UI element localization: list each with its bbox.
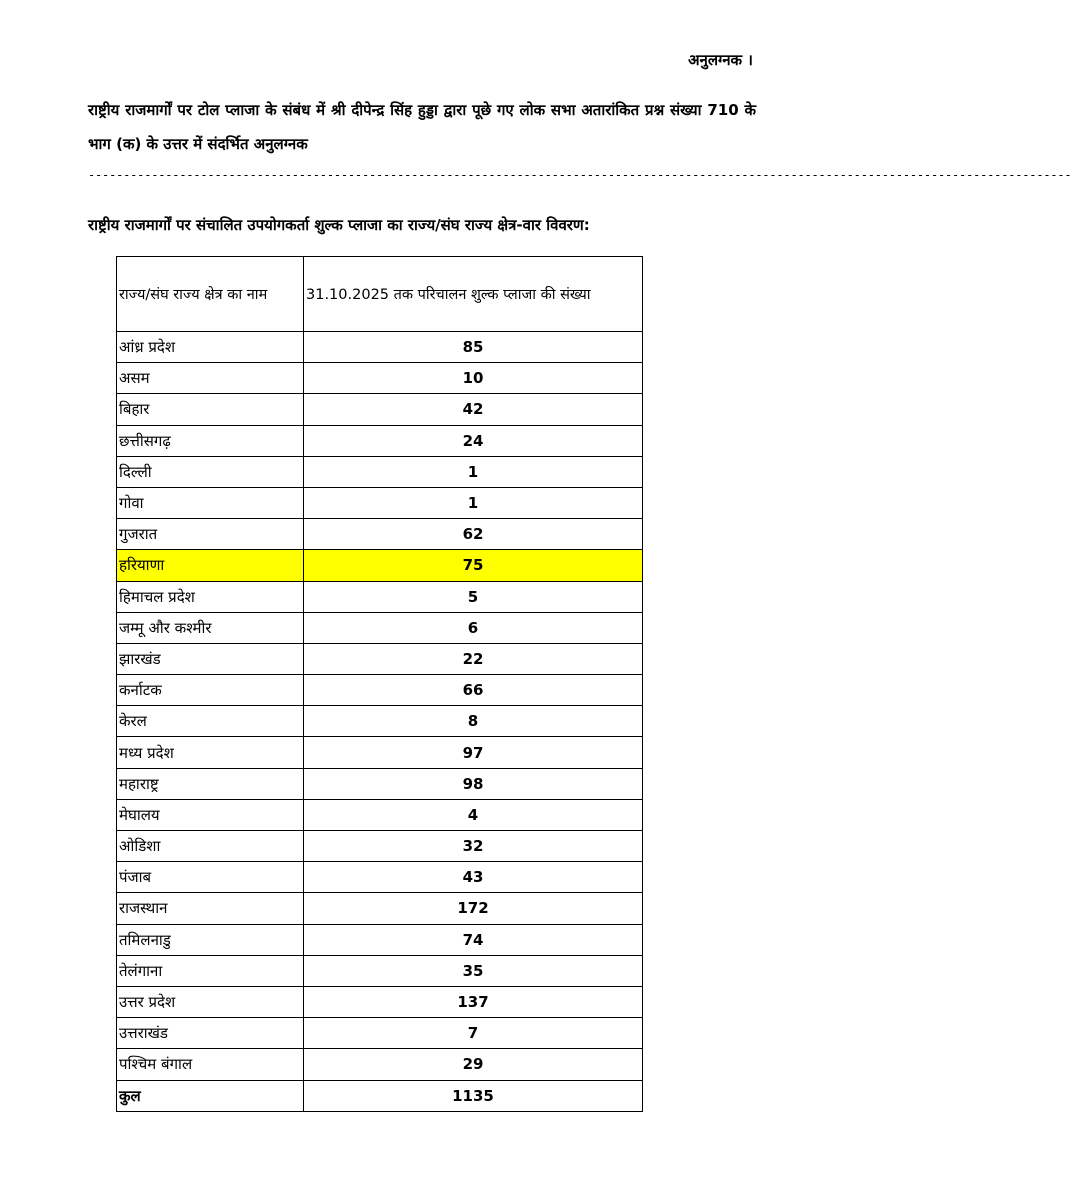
table-row bbox=[117, 955, 643, 986]
state-name-cell: मध्य प्रदेश bbox=[117, 737, 304, 768]
state-name-cell: हरियाणा bbox=[117, 550, 304, 581]
table-caption: राष्ट्रीय राजमार्गों पर संचालित उपयोगकर्ता शुल्क प्लाजा का राज्य/संघ राज्य क्षेत्र-वार विवरण: bbox=[88, 216, 590, 234]
plaza-count-cell: 1 bbox=[304, 487, 643, 518]
table-row bbox=[117, 893, 643, 924]
state-name-cell: पश्चिम बंगाल bbox=[117, 1049, 304, 1080]
plaza-count-cell: 24 bbox=[304, 425, 643, 456]
state-name-cell: उत्तर प्रदेश bbox=[117, 986, 304, 1017]
state-name-cell: ओडिशा bbox=[117, 831, 304, 862]
table-row bbox=[117, 456, 643, 487]
state-name-cell: मेघालय bbox=[117, 799, 304, 830]
table-row bbox=[117, 425, 643, 456]
state-name-cell: कर्नाटक bbox=[117, 675, 304, 706]
plaza-count-cell: 75 bbox=[304, 550, 643, 581]
table-row bbox=[117, 581, 643, 612]
table-total-row bbox=[117, 1080, 643, 1111]
table-row bbox=[117, 1018, 643, 1049]
table-header-row bbox=[117, 257, 643, 332]
table-row bbox=[117, 924, 643, 955]
table-body bbox=[117, 332, 643, 1112]
table-row bbox=[117, 831, 643, 862]
table-row bbox=[117, 737, 643, 768]
state-name-cell: तेलंगाना bbox=[117, 955, 304, 986]
state-name-cell: हिमाचल प्रदेश bbox=[117, 581, 304, 612]
plaza-count-cell: 42 bbox=[304, 394, 643, 425]
state-name-cell: गुजरात bbox=[117, 519, 304, 550]
state-name-cell: जम्मू और कश्मीर bbox=[117, 612, 304, 643]
state-name-cell: पंजाब bbox=[117, 862, 304, 893]
state-name-cell: बिहार bbox=[117, 394, 304, 425]
state-name-cell: दिल्ली bbox=[117, 456, 304, 487]
total-count-cell: 1135 bbox=[304, 1080, 643, 1111]
table-row bbox=[117, 1049, 643, 1080]
table-row bbox=[117, 675, 643, 706]
plaza-count-cell: 97 bbox=[304, 737, 643, 768]
table-row bbox=[117, 799, 643, 830]
table-row bbox=[117, 986, 643, 1017]
state-name-cell: आंध्र प्रदेश bbox=[117, 332, 304, 363]
table-row bbox=[117, 394, 643, 425]
state-name-cell: झारखंड bbox=[117, 643, 304, 674]
plaza-count-cell: 43 bbox=[304, 862, 643, 893]
plaza-count-cell: 32 bbox=[304, 831, 643, 862]
table-row bbox=[117, 550, 643, 581]
plaza-count-cell: 8 bbox=[304, 706, 643, 737]
table-row bbox=[117, 768, 643, 799]
state-name-cell: छत्तीसगढ़ bbox=[117, 425, 304, 456]
state-name-cell: उत्तराखंड bbox=[117, 1018, 304, 1049]
plaza-count-cell: 66 bbox=[304, 675, 643, 706]
plaza-count-cell: 98 bbox=[304, 768, 643, 799]
annexure-label: अनुलग्नक । bbox=[688, 51, 753, 69]
table-row bbox=[117, 519, 643, 550]
plaza-count-cell: 74 bbox=[304, 924, 643, 955]
plaza-count-cell: 6 bbox=[304, 612, 643, 643]
document-heading: राष्ट्रीय राजमार्गों पर टोल प्लाजा के संबंध में श्री दीपेन्द्र सिंह हुड्डा द्वारा पूछे गए लोक सभा अतारांकित प्रश्न संख्या 710 के भाग (क) के उत्तर में संदर्भित अनुलग्नक bbox=[88, 101, 756, 153]
table-row bbox=[117, 487, 643, 518]
state-name-cell: गोवा bbox=[117, 487, 304, 518]
plaza-count-cell: 10 bbox=[304, 363, 643, 394]
table-row bbox=[117, 612, 643, 643]
plaza-count-cell: 29 bbox=[304, 1049, 643, 1080]
state-name-cell: महाराष्ट्र bbox=[117, 768, 304, 799]
header-state-name: राज्य/संघ राज्य क्षेत्र का नाम bbox=[117, 257, 304, 332]
dashed-divider: -------------------------------------------------------------------------------------------------------------------------------------------- bbox=[88, 168, 1071, 182]
state-name-cell: असम bbox=[117, 363, 304, 394]
table-row bbox=[117, 862, 643, 893]
toll-plaza-table bbox=[116, 256, 643, 1112]
plaza-count-cell: 5 bbox=[304, 581, 643, 612]
table-row bbox=[117, 706, 643, 737]
table-row bbox=[117, 332, 643, 363]
plaza-count-cell: 85 bbox=[304, 332, 643, 363]
plaza-count-cell: 35 bbox=[304, 955, 643, 986]
plaza-count-cell: 62 bbox=[304, 519, 643, 550]
plaza-count-cell: 137 bbox=[304, 986, 643, 1017]
plaza-count-cell: 7 bbox=[304, 1018, 643, 1049]
state-name-cell: राजस्थान bbox=[117, 893, 304, 924]
state-name-cell: तमिलनाडु bbox=[117, 924, 304, 955]
total-label-cell: कुल bbox=[117, 1080, 304, 1111]
plaza-count-cell: 1 bbox=[304, 456, 643, 487]
plaza-count-cell: 22 bbox=[304, 643, 643, 674]
plaza-count-cell: 4 bbox=[304, 799, 643, 830]
header-plaza-count: 31.10.2025 तक परिचालन शुल्क प्लाजा की संख्या bbox=[304, 257, 643, 332]
table-row bbox=[117, 363, 643, 394]
plaza-count-cell: 172 bbox=[304, 893, 643, 924]
state-name-cell: केरल bbox=[117, 706, 304, 737]
table-row bbox=[117, 643, 643, 674]
